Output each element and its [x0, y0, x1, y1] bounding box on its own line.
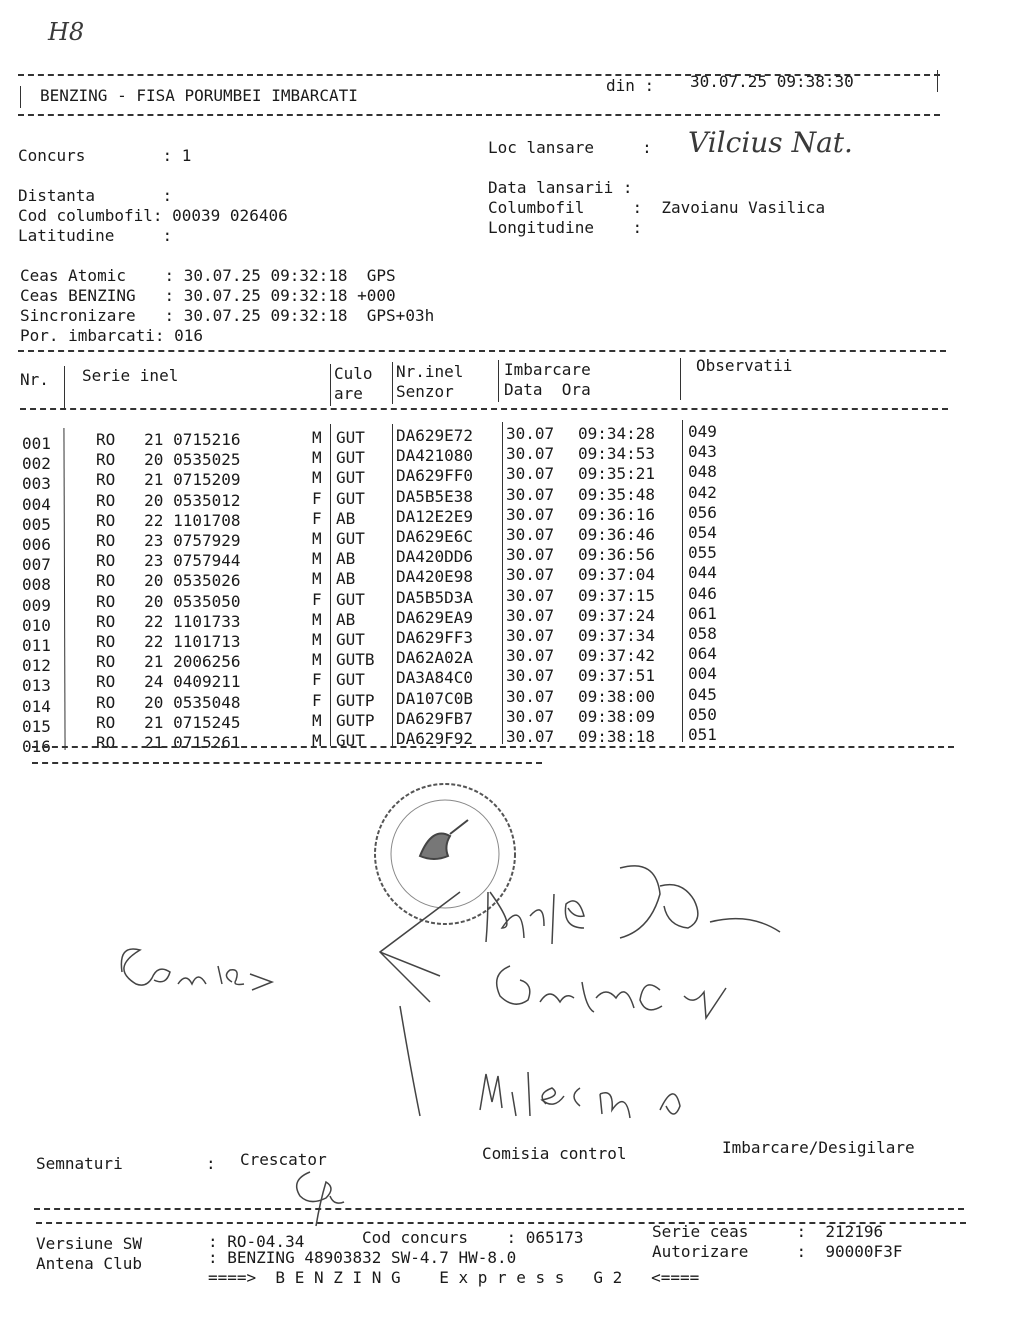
row-sensor-ring: DA5B5D3A [396, 587, 474, 607]
body-divider-4 [502, 422, 503, 744]
row-color: GUT [336, 670, 365, 690]
row-observatii: 056 [688, 502, 717, 522]
row-boarding-time: 09:35:48 [578, 484, 656, 504]
semnaturi-label: Semnaturi [36, 1154, 123, 1173]
row-boarding-date: 30.07 [506, 444, 555, 464]
row-boarding-date: 30.07 [506, 545, 555, 565]
data-lansarii-line: Data lansarii : [488, 178, 633, 197]
row-nr: 006 [22, 535, 51, 554]
body-divider-2 [330, 424, 331, 746]
row-boarding-date: 30.07 [506, 484, 555, 504]
row-ring-series: RO 20 0535050 [96, 591, 241, 611]
row-boarding-time: 09:37:51 [578, 666, 656, 686]
row-boarding-date: 30.07 [506, 646, 555, 666]
row-observatii: 064 [688, 644, 717, 664]
row-boarding-date: 30.07 [506, 504, 555, 524]
row-sex: M [312, 468, 322, 488]
row-nr: 002 [22, 454, 51, 474]
row-boarding-date: 30.07 [506, 585, 555, 605]
header-divider-5 [680, 358, 681, 400]
cod-columbofil-line: Cod columbofil: 00039 026406 [18, 206, 288, 225]
row-sensor-ring: DA629FB7 [396, 708, 474, 728]
distanta-line: Distanta : [18, 186, 173, 205]
comisia-control-label: Comisia control [482, 1144, 627, 1163]
concurs-line: Concurs : 1 [18, 146, 192, 165]
loc-lansare-handwritten: Vilcius Nat. [688, 126, 853, 159]
document-title: BENZING - FISA PORUMBEI IMBARCATI [40, 86, 358, 105]
row-observatii: 055 [688, 543, 717, 563]
row-boarding-time: 09:37:42 [578, 646, 656, 666]
row-sex: M [312, 630, 322, 649]
row-sensor-ring: DA3A84C0 [396, 668, 474, 688]
col-observatii-header: Observatii [696, 356, 793, 375]
crescator-signature [280, 1166, 360, 1230]
header-divider-4 [498, 360, 499, 402]
row-color: GUT [336, 630, 365, 649]
antena-club-label: Antena Club [36, 1254, 142, 1273]
row-sex: F [312, 690, 322, 710]
row-sex: M [312, 549, 322, 569]
row-color: GUT [336, 731, 365, 750]
row-sensor-ring: DA421080 [396, 446, 474, 466]
table-header-rule [20, 408, 948, 410]
din-value: 30.07.25 09:38:30 [690, 72, 854, 91]
row-sensor-ring: DA420E98 [396, 567, 474, 587]
row-sensor-ring: DA629F92 [396, 729, 474, 748]
row-color: AB [336, 549, 356, 569]
row-observatii: 054 [688, 523, 717, 542]
row-boarding-time: 09:34:53 [578, 444, 656, 464]
row-ring-series: RO 21 2006256 [96, 652, 241, 672]
row-ring-series: RO 21 0715216 [96, 430, 241, 449]
col-culoare-header-1: Culo [334, 364, 373, 383]
latitudine-line: Latitudine : [18, 226, 173, 245]
row-sex: F [312, 488, 322, 508]
signature-area-graphic [100, 776, 880, 1136]
row-nr: 001 [22, 434, 51, 453]
row-observatii: 043 [688, 442, 717, 462]
row-sex: M [312, 650, 322, 670]
row-ring-series: RO 23 0757944 [96, 551, 241, 571]
row-color: GUT [336, 589, 365, 609]
row-boarding-date: 30.07 [506, 525, 555, 544]
row-boarding-date: 30.07 [506, 727, 555, 746]
row-boarding-time: 09:38:18 [578, 727, 656, 746]
crescator-label: Crescator [240, 1150, 327, 1169]
header-divider-3 [392, 362, 393, 404]
row-nr: 003 [22, 474, 51, 494]
row-boarding-date: 30.07 [506, 706, 555, 726]
row-color: GUT [336, 488, 365, 508]
row-observatii: 044 [688, 563, 717, 583]
row-nr: 011 [22, 636, 51, 655]
row-observatii: 061 [688, 603, 717, 623]
row-color: GUT [336, 468, 365, 488]
cod-concurs-line: Cod concurs : 065173 [362, 1228, 584, 1247]
row-boarding-time: 09:38:09 [578, 706, 656, 726]
corner-handwritten-mark: H8 [48, 18, 85, 46]
versiune-sw-value: : RO-04.34 [208, 1232, 305, 1251]
row-color: GUTP [336, 690, 375, 710]
col-imbarcare-header-2: Data Ora [504, 380, 591, 399]
ceas-benzing-line: Ceas BENZING : 30.07.25 09:32:18 +000 [20, 286, 396, 305]
row-boarding-time: 09:37:24 [578, 605, 656, 625]
row-sex: M [312, 569, 322, 589]
ceas-atomic-line: Ceas Atomic : 30.07.25 09:32:18 GPS [20, 266, 396, 285]
row-boarding-date: 30.07 [506, 565, 555, 585]
row-sex: M [312, 428, 322, 447]
table-bottom-rule-2 [32, 762, 542, 764]
row-sensor-ring: DA5B5E38 [396, 486, 474, 506]
row-sex: F [312, 670, 322, 690]
benzing-express-banner: ====> B E N Z I N G E x p r e s s G 2 <==== [208, 1268, 700, 1287]
row-nr: 012 [22, 656, 51, 676]
row-boarding-date: 30.07 [506, 686, 555, 706]
loc-lansare-label: Loc lansare : [488, 138, 652, 157]
row-ring-series: RO 22 1101713 [96, 632, 241, 651]
row-color: AB [336, 609, 356, 629]
row-boarding-date: 30.07 [506, 605, 555, 625]
row-ring-series: RO 22 1101733 [96, 611, 241, 631]
row-nr: 013 [22, 676, 51, 696]
row-ring-series: RO 22 1101708 [96, 510, 241, 530]
row-boarding-time: 09:38:00 [578, 686, 656, 706]
row-boarding-time: 09:37:04 [578, 565, 656, 585]
row-sex: M [312, 710, 322, 730]
row-observatii: 048 [688, 462, 717, 482]
row-ring-series: RO 21 0715209 [96, 470, 241, 490]
row-sex: M [312, 731, 322, 750]
row-nr: 008 [22, 575, 51, 595]
header-divider-1 [64, 366, 65, 408]
row-sex: M [312, 609, 322, 629]
row-sex: F [312, 589, 322, 609]
row-sensor-ring: DA420DD6 [396, 547, 474, 567]
row-color: GUTP [336, 710, 375, 730]
table-bottom-rule-1 [32, 746, 954, 748]
row-ring-series: RO 20 0535026 [96, 571, 241, 591]
header-right-bar [937, 70, 938, 92]
row-nr: 009 [22, 595, 51, 615]
row-sex: F [312, 508, 322, 528]
row-boarding-date: 30.07 [506, 424, 555, 443]
table-top-rule [18, 350, 946, 352]
row-observatii: 051 [688, 725, 717, 744]
row-color: AB [336, 569, 356, 589]
row-ring-series: RO 21 0715261 [96, 733, 241, 752]
row-ring-series: RO 23 0757929 [96, 531, 241, 550]
footer-top-rule [34, 1208, 964, 1210]
row-boarding-time: 09:36:46 [578, 525, 656, 544]
semnaturi-colon: : [206, 1154, 216, 1173]
row-boarding-time: 09:34:28 [578, 424, 656, 443]
row-nr: 010 [22, 615, 51, 635]
row-nr: 015 [22, 716, 51, 736]
row-ring-series: RO 24 0409211 [96, 672, 241, 692]
handwritten-signatures [121, 866, 780, 1118]
row-sex: M [312, 529, 322, 548]
row-observatii: 058 [688, 624, 717, 643]
row-observatii: 046 [688, 583, 717, 603]
row-boarding-time: 09:35:21 [578, 464, 656, 484]
din-label: din : [606, 76, 655, 95]
row-boarding-time: 09:36:56 [578, 545, 656, 565]
row-sensor-ring: DA629FF3 [396, 628, 474, 647]
row-ring-series: RO 20 0535012 [96, 490, 241, 510]
col-imbarcare-header-1: Imbarcare [504, 360, 591, 379]
row-observatii: 045 [688, 684, 717, 704]
row-boarding-time: 09:37:15 [578, 585, 656, 605]
row-sensor-ring: DA629EA9 [396, 607, 474, 627]
longitudine-line: Longitudine : [488, 218, 643, 237]
antena-club-value: : BENZING 48903832 SW-4.7 HW-8.0 [208, 1248, 517, 1267]
row-observatii: 042 [688, 482, 717, 502]
body-divider-5 [682, 420, 683, 742]
col-nr-header: Nr. [20, 370, 49, 389]
row-color: AB [336, 508, 356, 528]
row-ring-series: RO 20 0535048 [96, 692, 241, 712]
row-nr: 005 [22, 514, 51, 534]
row-boarding-date: 30.07 [506, 464, 555, 484]
versiune-sw-label: Versiune SW [36, 1234, 142, 1253]
row-color: GUT [336, 529, 365, 548]
col-culoare-header-2: are [334, 384, 363, 403]
row-observatii: 050 [688, 704, 717, 724]
header-bottom-rule [18, 114, 940, 116]
row-sensor-ring: DA62A02A [396, 648, 474, 668]
row-color: GUT [336, 428, 365, 447]
row-sensor-ring: DA12E2E9 [396, 506, 474, 526]
col-senzor-header-1: Nr.inel [396, 362, 464, 381]
row-nr: 007 [22, 555, 51, 575]
row-nr: 016 [22, 737, 51, 756]
row-boarding-date: 30.07 [506, 666, 555, 686]
row-color: GUTB [336, 650, 375, 670]
sincronizare-line: Sincronizare : 30.07.25 09:32:18 GPS+03h [20, 306, 435, 325]
col-serie-header: Serie inel [82, 366, 179, 385]
row-boarding-time: 09:37:34 [578, 626, 656, 645]
row-color: GUT [336, 448, 365, 468]
body-divider-3 [392, 424, 393, 746]
header-divider-2 [330, 364, 331, 406]
row-sex: M [312, 448, 322, 468]
row-sensor-ring: DA629FF0 [396, 466, 474, 486]
columbofil-line: Columbofil : Zavoianu Vasilica [488, 198, 826, 217]
serie-ceas-line: Serie ceas : 212196 [652, 1222, 884, 1241]
row-nr: 014 [22, 696, 51, 716]
row-sensor-ring: DA107C0B [396, 688, 474, 708]
autorizare-line: Autorizare : 90000F3F [652, 1242, 903, 1261]
row-ring-series: RO 21 0715245 [96, 712, 241, 732]
col-senzor-header-2: Senzor [396, 382, 454, 401]
row-observatii: 004 [688, 664, 717, 684]
header-left-bar [20, 86, 21, 108]
row-sensor-ring: DA629E6C [396, 527, 474, 546]
row-boarding-date: 30.07 [506, 626, 555, 645]
row-ring-series: RO 20 0535025 [96, 450, 241, 470]
imbarcare-desigilare-label: Imbarcare/Desigilare [722, 1138, 915, 1157]
row-nr: 004 [22, 494, 51, 514]
por-imbarcati-line: Por. imbarcati: 016 [20, 326, 204, 345]
row-sensor-ring: DA629E72 [396, 426, 474, 445]
row-observatii: 049 [688, 422, 717, 441]
row-boarding-time: 09:36:16 [578, 504, 656, 524]
